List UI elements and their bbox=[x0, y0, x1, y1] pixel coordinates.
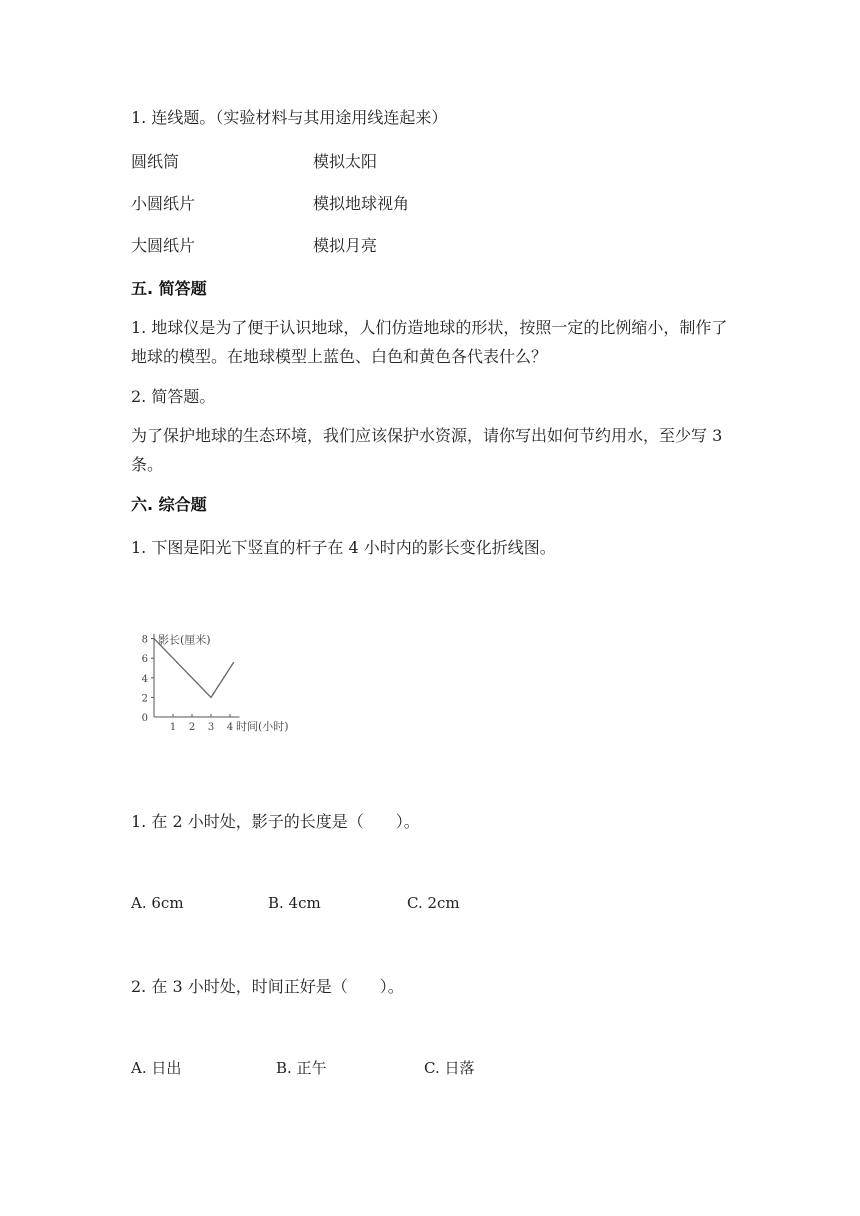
match-left-3: 大圆纸片 bbox=[131, 236, 196, 255]
y-tick-label: 4 bbox=[141, 673, 148, 685]
y-tick-label: 8 bbox=[141, 634, 148, 646]
section-heading-comprehensive: 六. 综合题 bbox=[131, 495, 207, 514]
sub2-option-c[interactable]: C. 日落 bbox=[424, 1059, 475, 1077]
sub-question-1: 1. 在 2 小时处，影子的长度是（ ）。 bbox=[131, 812, 420, 831]
match-left-2: 小圆纸片 bbox=[131, 194, 196, 213]
x-tick-label: 2 bbox=[188, 722, 196, 733]
x-tick-label: 1 bbox=[169, 722, 177, 733]
match-right-3: 模拟月亮 bbox=[313, 236, 378, 255]
matching-question: 1. 连线题。（实验材料与其用途用线连起来） bbox=[131, 108, 448, 127]
sub1-option-b[interactable]: B. 4cm bbox=[268, 894, 321, 912]
shadow-length-line-chart bbox=[135, 610, 315, 740]
section-heading-short-answer: 五. 简答题 bbox=[131, 279, 207, 298]
short-answer-q2-title: 2. 简答题。 bbox=[131, 387, 216, 406]
sub2-option-a[interactable]: A. 日出 bbox=[131, 1059, 182, 1077]
x-axis-label: 时间(小时) bbox=[236, 720, 289, 733]
y-tick-label: 2 bbox=[141, 693, 148, 705]
match-right-2: 模拟地球视角 bbox=[313, 194, 410, 213]
sub2-option-b[interactable]: B. 正午 bbox=[276, 1059, 327, 1077]
short-answer-q2-body: 为了保护地球的生态环境，我们应该保护水资源，请你写出如何节约用水，至少写 3 条。 bbox=[131, 426, 723, 474]
series-line-1 bbox=[154, 639, 234, 698]
match-right-1: 模拟太阳 bbox=[313, 152, 378, 171]
sub-question-2: 2. 在 3 小时处，时间正好是（ ）。 bbox=[131, 977, 404, 996]
match-left-1: 圆纸筒 bbox=[131, 152, 180, 171]
short-answer-q1: 1. 地球仪是为了便于认识地球，人们仿造地球的形状，按照一定的比例缩小，制作了地球的模型。在地球模型上蓝色、白色和黄色各代表什么？ bbox=[131, 318, 728, 366]
y-tick-label: 6 bbox=[141, 654, 148, 666]
x-tick-label: 3 bbox=[207, 722, 215, 733]
x-tick-label: 4 bbox=[226, 722, 234, 733]
sub1-option-a[interactable]: A. 6cm bbox=[131, 894, 184, 912]
comprehensive-q1: 1. 下图是阳光下竖直的杆子在 4 小时内的影长变化折线图。 bbox=[131, 538, 556, 557]
sub1-option-c[interactable]: C. 2cm bbox=[407, 894, 460, 912]
y-axis-label: 影长(厘米) bbox=[158, 633, 211, 647]
origin-label: 0 bbox=[141, 713, 148, 724]
